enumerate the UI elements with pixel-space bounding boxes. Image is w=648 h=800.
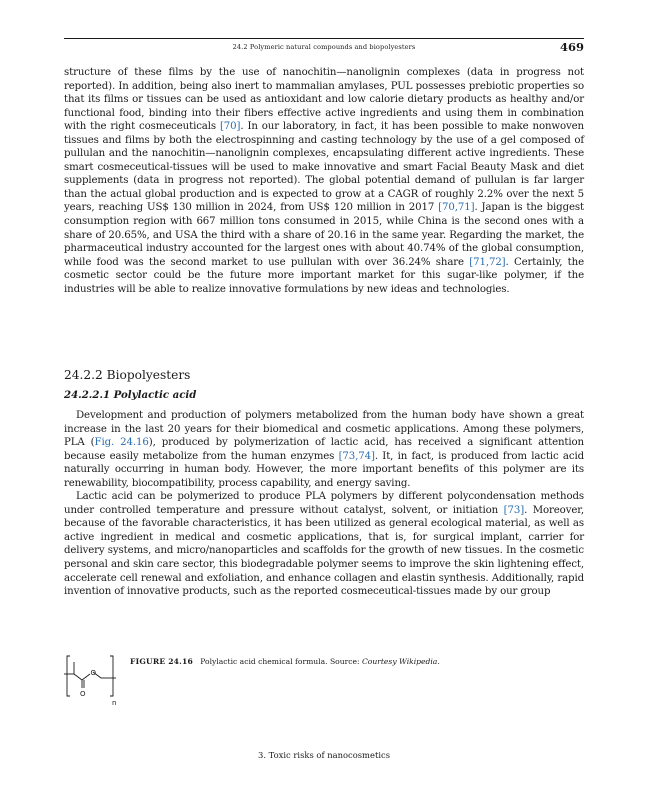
figure-label: FIGURE 24.16 bbox=[130, 657, 193, 666]
citation-link[interactable]: [70,71] bbox=[438, 202, 475, 214]
pla-structure-diagram bbox=[64, 650, 124, 712]
bracket-left bbox=[67, 656, 70, 696]
paragraph-pullulan: structure of these films by the use of nanochitin—nanolignin complexes (data in progress not reported). In addition, being also inert to mammalian amylases, PUL possesses prebiotic properties so that its films or tissues can be used as antioxidant and low calorie dietary products as healthy and/or functional food, binding into their fibers effective active ingredients and using them in combination with the right cosmeceuticals [70]. In our laboratory, in fact, it has been possible to make nonwoven tissues and films by both the electrospinning and casting technology by the use of a gel composed of pullulan and the nanochitin—nanolignin complexes, encapsulating different active ingredients. These smart cosmeceutical-tissues will be used to make innovative and smart Facial Beauty Mask and diet supplements (data in progress not reported). The global potential demand of pullulan is far larger than the actual global production and is expected to grow at a CAGR of roughly 2.2% over the next 5 years, reaching US$ 130 million in 2024, from US$ 120 million in 2017 [70,71]. Japan is the biggest consumption region with 667 million tons consumed in 2015, while China is the second ones with a share of 20.65%, and USA the third with a share of 20.16 in the same year. Regarding the market, the pharmaceutical industry accounted for the largest ones with about 40.74% of the global consumption, while food was the second market to use pullulan with over 36.24% share [71,72]. Certainly, the cosmetic sector could be the future more important market for this sugar-like polymer, if the industries will be able to realize innovative formulations by new ideas and technologies. bbox=[64, 67, 584, 295]
body-text-pla bbox=[64, 409, 584, 599]
paragraph-pla-polymerization: Lactic acid can be polymerized to produce PLA polymers by different polycondensation methods under controlled temperature and pressure without catalyst, solvent, or initiation [73]. Moreover, because of the favorable characteristics, it has been utilized as general ecological material, as well as active ingredient in medical and cosmetic applications, that is, for surgical implant, carrier for delivery systems, and micro/nanoparticles and scaffolds for the growth of new tissues. In the cosmetic personal and skin care sector, this biodegradable polymer seems to improve the skin lightening effect, accelerate cell renewal and exfoliation, and enhance collagen and elastin synthesis. Additionally, rapid invention of innovative products, such as the reported cosmeceutical-tissues made by our group bbox=[64, 491, 584, 598]
section-heading: 24.2.2 Biopolyesters bbox=[64, 368, 191, 382]
paragraph-pla-intro: Development and production of polymers metabolized from the human body have shown a great increase in the last 20 years for their biomedical and cosmetic applications. Among these polymers, PLA (Fig. 24.16), produced by polymerization of lactic acid, has received a significant attention because easily metabolize from the human enzymes [73,74]. It, in fact, is produced from lactic acid naturally occurring in human body. However, the more important benefits of this polymer are its renewability, biocompatibility, process capability, and energy saving. bbox=[64, 410, 584, 489]
page-number: 469 bbox=[559, 40, 584, 54]
subsection-heading: 24.2.2.1 Polylactic acid bbox=[64, 389, 197, 401]
repeat-subscript: n bbox=[112, 699, 117, 707]
body-text-top bbox=[64, 66, 584, 296]
citation-link[interactable]: [73] bbox=[503, 504, 525, 516]
running-header bbox=[64, 40, 584, 54]
figure-caption: FIGURE 24.16 Polylactic acid chemical formula. Source: Courtesy Wikipedia. bbox=[130, 657, 440, 666]
header-rule bbox=[64, 38, 584, 39]
figure-source: Courtesy Wikipedia. bbox=[361, 657, 440, 666]
page-footer: 3. Toxic risks of nanocosmetics bbox=[258, 750, 390, 760]
citation-link[interactable]: [70] bbox=[219, 121, 241, 133]
atom-oxygen-ester: O bbox=[90, 669, 97, 677]
figure-24-16 bbox=[64, 650, 584, 712]
figure-link[interactable]: Fig. 24.16 bbox=[94, 437, 149, 449]
citation-link[interactable]: [71,72] bbox=[469, 256, 506, 268]
bracket-right bbox=[110, 656, 113, 696]
citation-link[interactable]: [73,74] bbox=[338, 450, 375, 462]
running-title: 24.2 Polymeric natural compounds and biopolyesters bbox=[232, 43, 416, 51]
atom-oxygen-carbonyl: O bbox=[80, 690, 86, 698]
